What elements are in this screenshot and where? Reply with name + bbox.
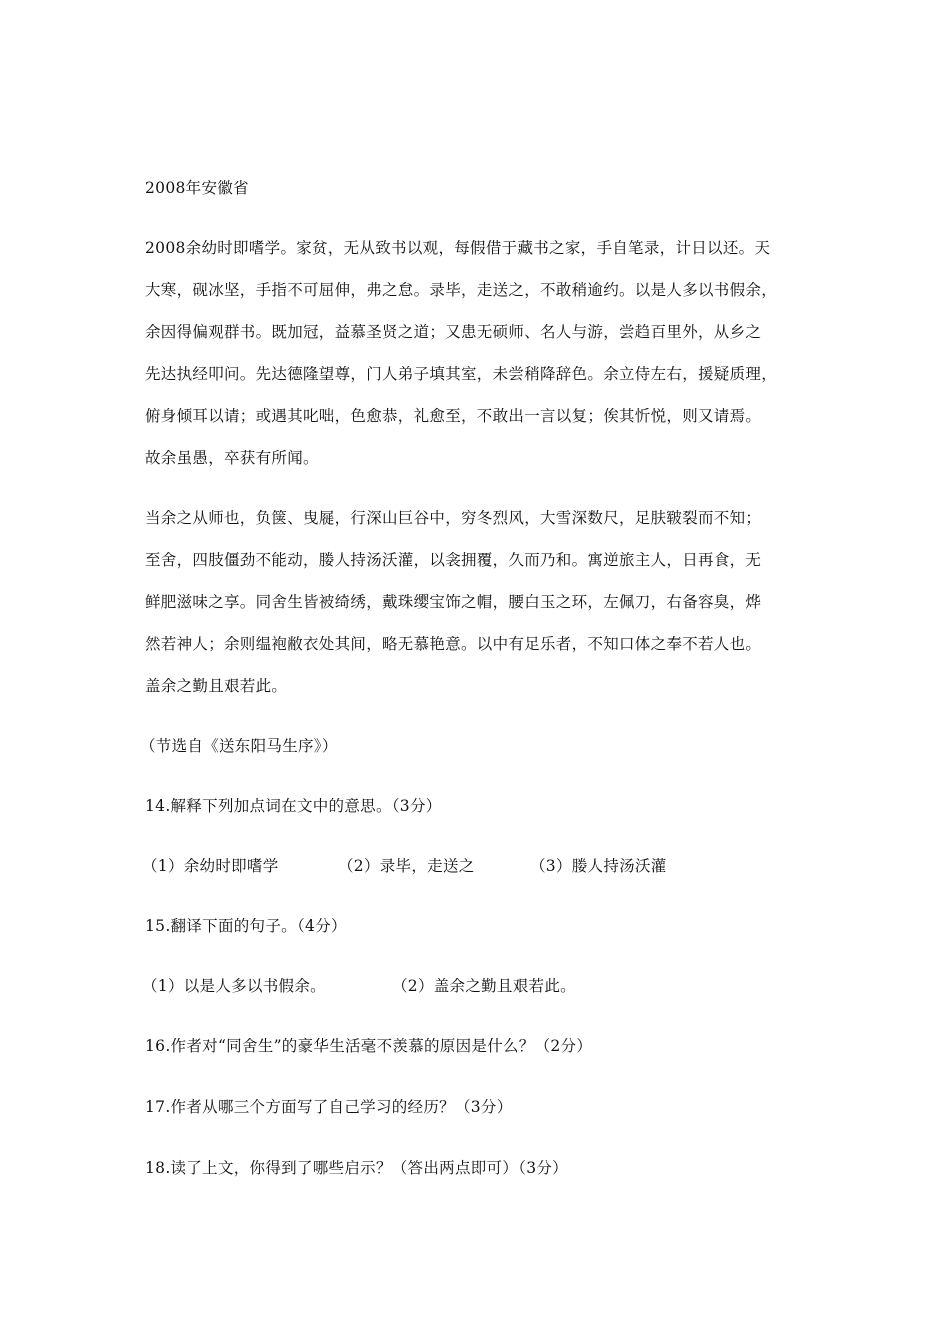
- passage-line: 鲜肥滋味之享。同舍生皆被绮绣，戴珠缨宝饰之帽，腰白玉之环，左佩刀，右备容臭，烨: [145, 593, 762, 611]
- question-17: 17.作者从哪三个方面写了自己学习的经历？（3分）: [145, 1098, 513, 1116]
- question-option: （1）以是人多以书假余。: [142, 977, 326, 995]
- passage-source: （节选自《送东阳马生序》）: [140, 737, 338, 755]
- question-option: （2）录毕，走送之: [338, 857, 475, 875]
- passage-line: 大寒，砚冰坚，手指不可屈伸，弗之怠。录毕，走送之，不敢稍逾约。以是人多以书假余，: [145, 281, 778, 299]
- passage-line: 余因得偏观群书。既加冠，益慕圣贤之道；又患无硕师、名人与游，尝趋百里外，从乡之: [145, 323, 762, 341]
- passage-line: 盖余之勤且艰若此。: [145, 677, 288, 695]
- passage-line: 俯身倾耳以请；或遇其叱咄，色愈恭，礼愈至，不敢出一言以复；俟其忻悦，则又请焉。: [145, 407, 762, 425]
- question-option: （1）余幼时即嗜学: [142, 857, 279, 875]
- question-option: （3）媵人持汤沃灌: [530, 857, 667, 875]
- question-stem: 15.翻译下面的句子。（4分）: [145, 917, 347, 935]
- document-title: 2008年安徽省: [145, 179, 249, 197]
- question-16: 16.作者对“同舍生”的豪华生活毫不羡慕的原因是什么？（2分）: [145, 1037, 593, 1055]
- passage-line: 2008余幼时即嗜学。家贫，无从致书以观，每假借于藏书之家，手自笔录，计日以还。天: [145, 239, 771, 257]
- passage-line: 然若神人；余则缊袍敝衣处其间，略无慕艳意。以中有足乐者，不知口体之奉不若人也。: [145, 635, 762, 653]
- question-18: 18.读了上文，你得到了哪些启示？（答出两点即可）（3分）: [145, 1159, 568, 1177]
- passage-line: 至舍，四肢僵劲不能动，媵人持汤沃灌，以衾拥覆，久而乃和。寓逆旅主人，日再食，无: [145, 551, 762, 569]
- passage-line: 故余虽愚，卒获有所闻。: [145, 449, 319, 467]
- passage-line: 当余之从师也，负箧、曳屣，行深山巨谷中，穷冬烈风，大雪深数尺，足肤皲裂而不知；: [145, 509, 762, 527]
- question-stem: 14.解释下列加点词在文中的意思。（3分）: [145, 797, 442, 815]
- question-option: （2）盖余之勤且艰若此。: [392, 977, 576, 995]
- passage-line: 先达执经叩问。先达德隆望尊，门人弟子填其室，未尝稍降辞色。余立侍左右，援疑质理，: [145, 365, 778, 383]
